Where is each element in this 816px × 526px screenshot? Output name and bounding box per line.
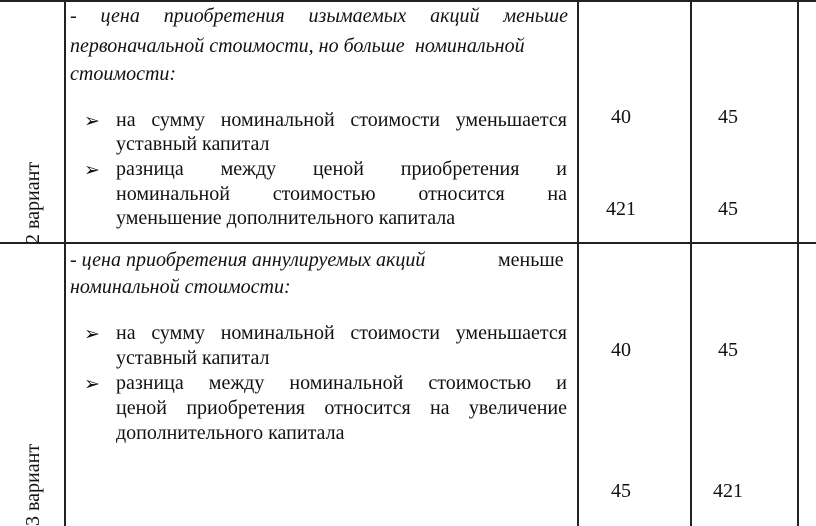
bullet-line: дополнительного капитала <box>116 422 345 444</box>
heading-line: меньше <box>498 249 564 271</box>
bullet-line: разница между номинальной стоимостью и <box>116 372 567 394</box>
arrowhead-bullet-icon: ➢ <box>84 323 100 345</box>
arrowhead-bullet-icon: ➢ <box>84 159 100 181</box>
bullet-line: уставный капитал <box>116 133 270 155</box>
variant-label: 3 вариант <box>22 443 44 526</box>
heading-line: - цена приобретения аннулируемых акций <box>70 249 426 271</box>
bullet-line: номинальной стоимостью относится на <box>116 183 567 205</box>
heading-line: - цена приобретения изымаемых акций меньше <box>70 5 568 27</box>
arrowhead-bullet-icon: ➢ <box>84 110 100 132</box>
arrowhead-bullet-icon: ➢ <box>84 373 100 395</box>
value-cell: 40 <box>611 339 631 361</box>
value-cell: 45 <box>718 339 738 361</box>
heading-line: номинальной стоимости: <box>70 276 291 298</box>
bullet-line: разница между ценой приобретения и <box>116 158 567 180</box>
variant-label: 2 вариант <box>22 161 44 244</box>
bullet-line: на сумму номинальной стоимости уменьшается <box>116 109 567 131</box>
heading-line: номинальной <box>415 35 525 57</box>
bullet-line: ценой приобретения относится на увеличение <box>116 397 567 419</box>
bullet-line: уставный капитал <box>116 347 270 369</box>
value-cell: 45 <box>718 198 738 220</box>
col-divider-1 <box>64 0 66 526</box>
bullet-line: уменьшение дополнительного капитала <box>116 207 456 229</box>
heading-line: первоначальной стоимости, но больше <box>70 35 405 57</box>
col-divider-4 <box>797 0 799 526</box>
col-divider-3 <box>690 0 692 526</box>
bullet-line: на сумму номинальной стоимости уменьшается <box>116 322 567 344</box>
value-cell: 421 <box>606 198 636 220</box>
table-border-top <box>0 0 816 2</box>
value-cell: 40 <box>611 106 631 128</box>
col-divider-2 <box>577 0 579 526</box>
value-cell: 45 <box>718 106 738 128</box>
row-divider <box>0 242 816 244</box>
value-cell: 421 <box>713 480 743 502</box>
heading-line: стоимости: <box>70 63 177 85</box>
value-cell: 45 <box>611 480 631 502</box>
